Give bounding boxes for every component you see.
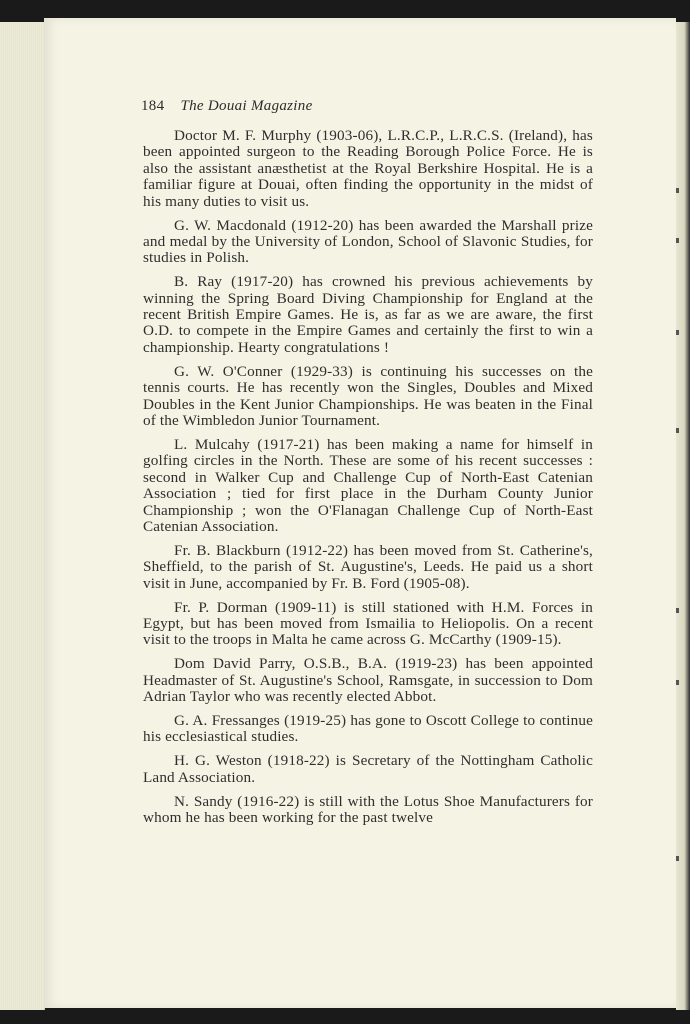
paragraph-fressanges: G. A. Fressanges (1919-25) has gone to Oscott College to continue his ecclesiastical studies.	[143, 712, 593, 746]
paragraph-mulcahy: L. Mulcahy (1917-21) has been making a name for himself in golfing circles in the North. These are some of his recent successes : second in Walker Cup and Challenge Cup of North-East Catenian Association ; tied for first place in the Durham County Junior Championship ; won the O'Flanagan Challenge Cup of North-East Catenian Association.	[143, 435, 593, 535]
page-number: 184	[141, 98, 165, 114]
paragraph-parry: Dom David Parry, O.S.B., B.A. (1919-23) has been appointed Headmaster of St. Augustine's School, Ramsgate, in succession to Dom Adrian Taylor who was recently elected Abbot.	[143, 655, 593, 706]
paragraph-murphy: Doctor M. F. Murphy (1903-06), L.R.C.P., L.R.C.S. (Ireland), has been appointed surgeon to the Reading Borough Police Force. He is also the assistant anæsthetist at the Royal Berkshire Hospital. He is a familiar figure at Douai, often finding the opportunity in the midst of his many duties to visit us.	[143, 127, 593, 210]
margin-speck	[676, 608, 679, 613]
running-header	[141, 98, 313, 115]
paragraph-dorman: Fr. P. Dorman (1909-11) is still stationed with H.M. Forces in Egypt, but has been moved from Ismailia to Heliopolis. On a recent visit to the troops in Malta he came across G. McCarthy (1909-15).	[143, 598, 593, 649]
paragraph-macdonald: G. W. Macdonald (1912-20) has been awarded the Marshall prize and medal by the University of London, School of Slavonic Studies, for studies in Polish.	[143, 216, 593, 267]
margin-speck	[676, 856, 679, 861]
paragraph-ray: B. Ray (1917-20) has crowned his previous achievements by winning the Spring Board Diving Championship for England at the recent British Empire Games. He is, as far as we are aware, the first O.D. to compete in the Empire Games and certainly the first to win a championship. Hearty congratulations !	[143, 273, 593, 356]
paragraph-blackburn: Fr. B. Blackburn (1912-22) has been moved from St. Catherine's, Sheffield, to the parish of St. Augustine's, Leeds. He paid us a short visit in June, accompanied by Fr. B. Ford (1905-08).	[143, 541, 593, 592]
running-title: The Douai Magazine	[180, 98, 313, 114]
paragraph-weston: H. G. Weston (1918-22) is Secretary of the Nottingham Catholic Land Association.	[143, 752, 593, 786]
margin-speck	[676, 238, 679, 243]
book-page-edges	[0, 22, 45, 1010]
book-page	[44, 18, 676, 1008]
margin-speck	[676, 680, 679, 685]
margin-speck	[676, 188, 679, 193]
article-body	[143, 128, 593, 834]
margin-speck	[676, 428, 679, 433]
book-right-edge	[676, 22, 690, 1010]
paragraph-sandy: N. Sandy (1916-22) is still with the Lotus Shoe Manufacturers for whom he has been working for the past twelve	[143, 792, 593, 827]
margin-speck	[676, 330, 679, 335]
paragraph-oconner: G. W. O'Conner (1929-33) is continuing his successes on the tennis courts. He has recently won the Singles, Doubles and Mixed Doubles in the Kent Junior Championships. He was beaten in the Final of the Wimbledon Junior Tournament.	[143, 362, 593, 429]
